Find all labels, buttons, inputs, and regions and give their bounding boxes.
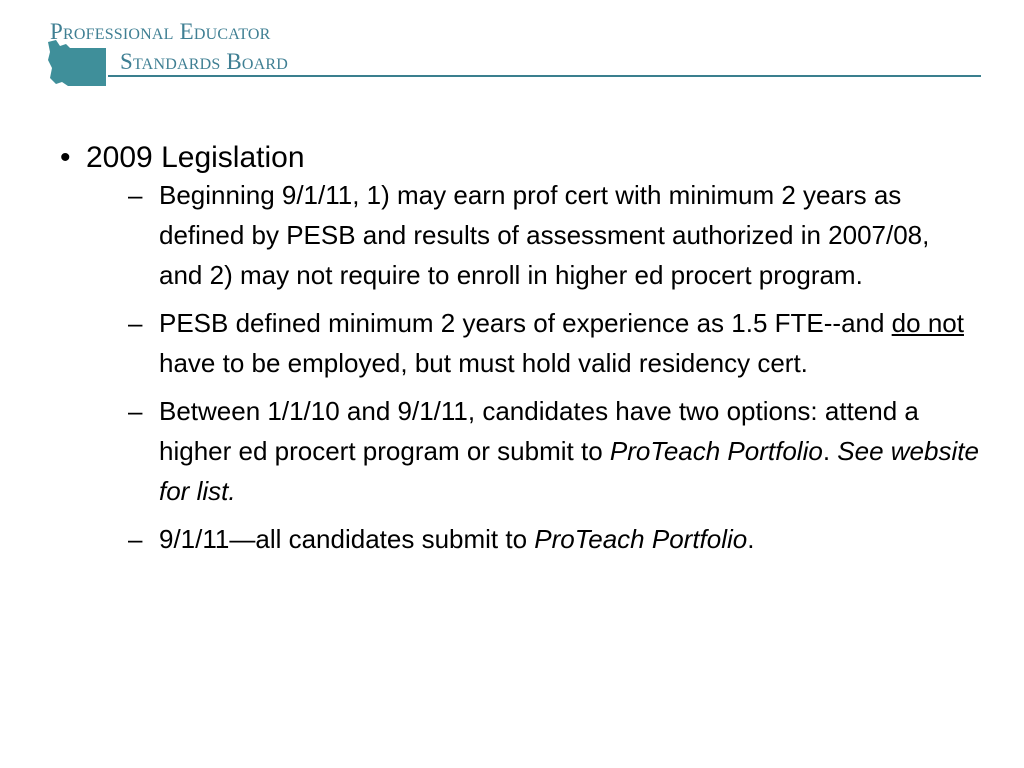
washington-state-map-icon xyxy=(46,38,112,88)
header-divider xyxy=(108,75,981,77)
slide-content xyxy=(60,138,980,559)
dash-icon: – xyxy=(128,180,143,210)
dash-icon: – xyxy=(128,396,143,426)
dash-icon: – xyxy=(128,524,143,554)
sub-bullet-2-part2: have to be employed, but must hold valid residency cert. xyxy=(159,348,808,378)
bullet-dot-icon: • xyxy=(60,141,71,174)
sub-bullet-4-proteach: ProTeach Portfolio xyxy=(534,524,748,554)
logo-text-line1: Professional Educator xyxy=(50,19,271,44)
sub-bullet-3-website-note: See website for list. xyxy=(159,436,979,506)
sub-bullet-3-proteach: ProTeach Portfolio xyxy=(609,436,823,466)
logo-text-line2: Standards Board xyxy=(120,49,289,74)
sub-bullet-2-emphasis: do not xyxy=(891,308,964,338)
main-bullet-text: 2009 Legislation xyxy=(86,141,305,174)
sub-bullet-4 xyxy=(60,519,979,559)
main-bullet xyxy=(60,138,980,178)
sub-bullet-3 xyxy=(60,391,979,511)
sub-bullet-1 xyxy=(60,175,979,295)
sub-bullet-3-part1: Between 1/1/10 and 9/1/11, candidates have two options: attend a higher ed procert program or submit to xyxy=(159,396,919,466)
sub-bullet-list xyxy=(60,175,980,559)
sub-bullet-4-part1: 9/1/11—all candidates submit to xyxy=(159,524,535,554)
sub-bullet-2 xyxy=(60,303,979,383)
sub-bullet-1-text: Beginning 9/1/11, 1) may earn prof cert with minimum 2 years as defined by PESB and results of assessment authorized in 2007/08, and 2) may not require to enroll in higher ed procert program. xyxy=(159,180,930,290)
sub-bullet-4-part2: . xyxy=(747,524,755,554)
dash-icon: – xyxy=(128,308,143,338)
sub-bullet-2-part1: PESB defined minimum 2 years of experience as 1.5 FTE--and xyxy=(159,308,892,338)
sub-bullet-3-part2: . xyxy=(822,436,838,466)
pesb-logo xyxy=(46,16,366,88)
